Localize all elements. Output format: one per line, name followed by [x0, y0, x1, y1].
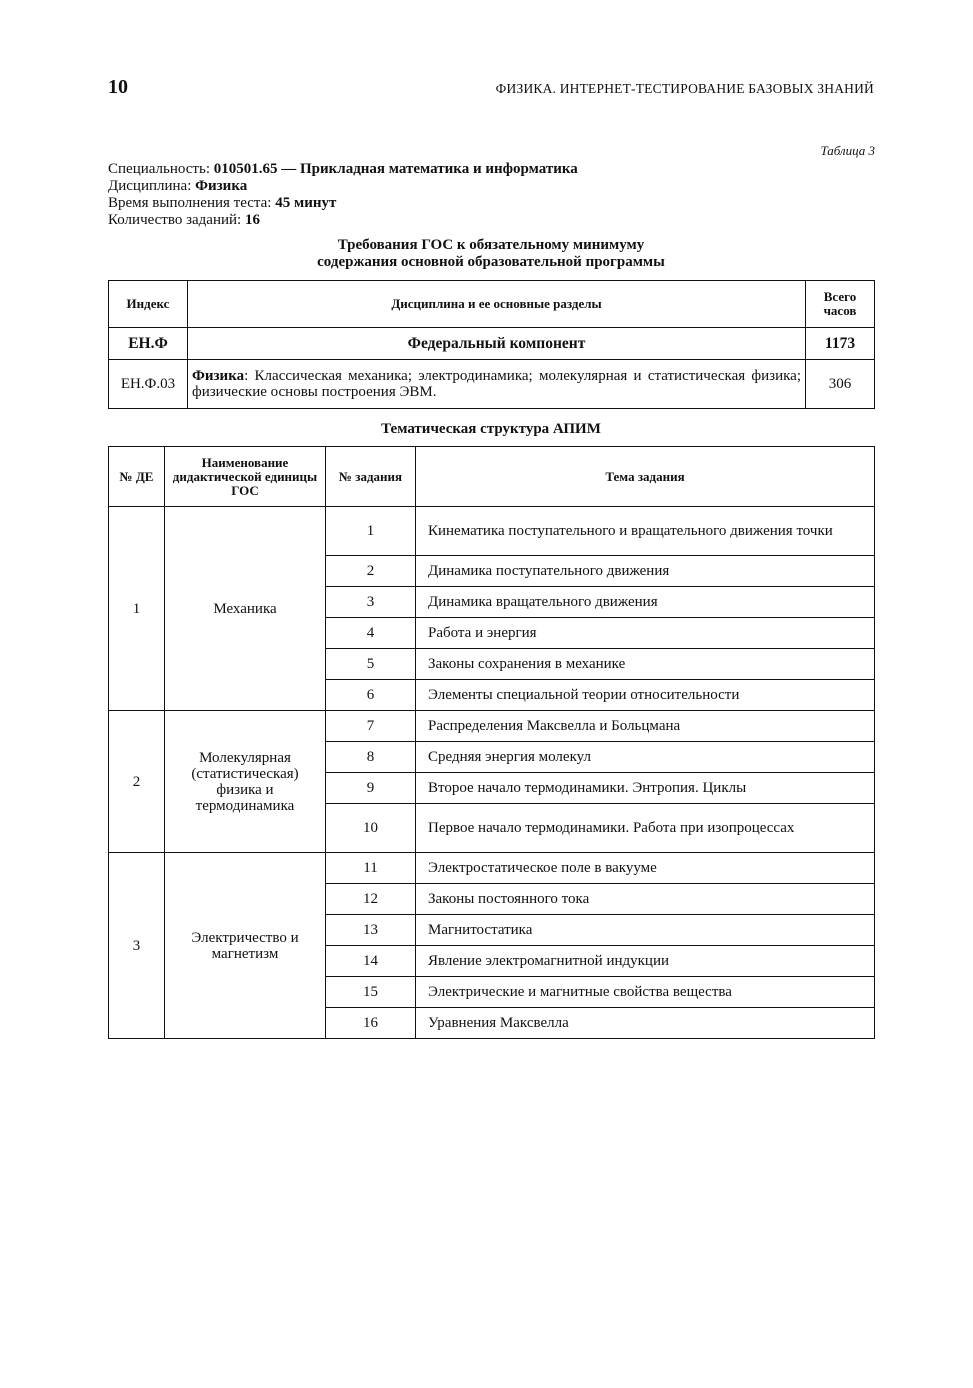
- test-meta: [108, 161, 578, 229]
- table-row: [109, 328, 875, 360]
- col-unit-name: Наименование дидактической единицы ГОС: [165, 447, 326, 507]
- task-num-cell: 6: [326, 680, 416, 711]
- col-task-num: № задания: [326, 447, 416, 507]
- specialty-value: 010501.65 — Прикладная математика и информатика: [213, 161, 578, 177]
- de-cell: 3: [109, 853, 165, 1039]
- content-bold: Физика: [192, 368, 245, 384]
- table-row: [109, 507, 875, 556]
- time-line: [108, 195, 578, 212]
- discipline-value: Физика: [195, 178, 248, 194]
- discipline-label: Дисциплина:: [108, 178, 196, 194]
- task-num-cell: 5: [326, 649, 416, 680]
- topic-cell: Электрические и магнитные свойства вещества: [416, 977, 875, 1008]
- content-cell: Федеральный компонент: [188, 328, 806, 360]
- table-row: [109, 711, 875, 742]
- running-title: ФИЗИКА. ИНТЕРНЕТ-ТЕСТИРОВАНИЕ БАЗОВЫХ ЗНАНИЙ: [495, 81, 874, 96]
- task-num-cell: 3: [326, 587, 416, 618]
- col-discipline: Дисциплина и ее основные разделы: [188, 281, 806, 328]
- task-num-cell: 2: [326, 556, 416, 587]
- requirements-title-line2: содержания основной образовательной программы: [317, 254, 665, 270]
- discipline-line: [108, 178, 578, 195]
- table-row: [109, 853, 875, 884]
- topic-cell: Средняя энергия молекул: [416, 742, 875, 773]
- topic-cell: Элементы специальной теории относительности: [416, 680, 875, 711]
- tasks-label: Количество заданий:: [108, 212, 245, 228]
- requirements-title: [108, 237, 874, 271]
- index-cell: ЕН.Ф: [109, 328, 188, 360]
- topic-cell: Уравнения Максвелла: [416, 1008, 875, 1039]
- topic-cell: Распределения Максвелла и Больцмана: [416, 711, 875, 742]
- time-label: Время выполнения теста:: [108, 195, 276, 211]
- task-num-cell: 14: [326, 946, 416, 977]
- topic-cell: Динамика вращательного движения: [416, 587, 875, 618]
- task-num-cell: 13: [326, 915, 416, 946]
- task-num-cell: 16: [326, 1008, 416, 1039]
- table-header-row: [109, 447, 875, 507]
- topic-cell: Второе начало термодинамики. Энтропия. Циклы: [416, 773, 875, 804]
- task-num-cell: 7: [326, 711, 416, 742]
- topic-cell: Работа и энергия: [416, 618, 875, 649]
- topic-cell: Динамика поступательного движения: [416, 556, 875, 587]
- requirements-title-line1: Требования ГОС к обязательному минимуму: [337, 237, 645, 253]
- content-rest: : Классическая механика; электродинамика; молекулярная и статистическая физика; физические основы построения ЭВМ.: [192, 368, 801, 400]
- table-label: Таблица 3: [820, 143, 875, 158]
- topic-cell: Первое начало термодинамики. Работа при изопроцессах: [416, 804, 875, 853]
- tasks-value: 16: [244, 212, 260, 228]
- col-topic: Тема задания: [416, 447, 875, 507]
- specialty-line: [108, 161, 578, 178]
- topic-cell: Законы постоянного тока: [416, 884, 875, 915]
- topic-cell: Явление электромагнитной индукции: [416, 946, 875, 977]
- task-num-cell: 11: [326, 853, 416, 884]
- topic-cell: Кинематика поступательного и вращательного движения точки: [416, 507, 875, 556]
- time-value: 45 минут: [275, 195, 337, 211]
- requirements-table: [108, 280, 875, 409]
- topic-cell: Электростатическое поле в вакууме: [416, 853, 875, 884]
- unit-name-cell: Молекулярная (статистическая) физика и термодинамика: [165, 711, 326, 853]
- de-cell: 2: [109, 711, 165, 853]
- index-cell: ЕН.Ф.03: [109, 360, 188, 409]
- tasks-line: [108, 212, 578, 229]
- task-num-cell: 15: [326, 977, 416, 1008]
- page-number: 10: [108, 76, 128, 98]
- topic-cell: Магнитостатика: [416, 915, 875, 946]
- unit-name-cell: Механика: [165, 507, 326, 711]
- content-cell: [188, 360, 806, 409]
- hours-cell: 1173: [806, 328, 875, 360]
- table-header-row: [109, 281, 875, 328]
- task-num-cell: 9: [326, 773, 416, 804]
- col-index: Индекс: [109, 281, 188, 328]
- de-cell: 1: [109, 507, 165, 711]
- task-num-cell: 1: [326, 507, 416, 556]
- task-num-cell: 10: [326, 804, 416, 853]
- topic-cell: Законы сохранения в механике: [416, 649, 875, 680]
- task-num-cell: 8: [326, 742, 416, 773]
- hours-cell: 306: [806, 360, 875, 409]
- structure-title: Тематическая структура АПИМ: [381, 421, 601, 437]
- col-hours: Всего часов: [806, 281, 875, 328]
- structure-table: [108, 446, 875, 1039]
- task-num-cell: 4: [326, 618, 416, 649]
- table-row: [109, 360, 875, 409]
- specialty-label: Специальность:: [108, 161, 214, 177]
- task-num-cell: 12: [326, 884, 416, 915]
- col-de: № ДЕ: [109, 447, 165, 507]
- unit-name-cell: Электричество и магнетизм: [165, 853, 326, 1039]
